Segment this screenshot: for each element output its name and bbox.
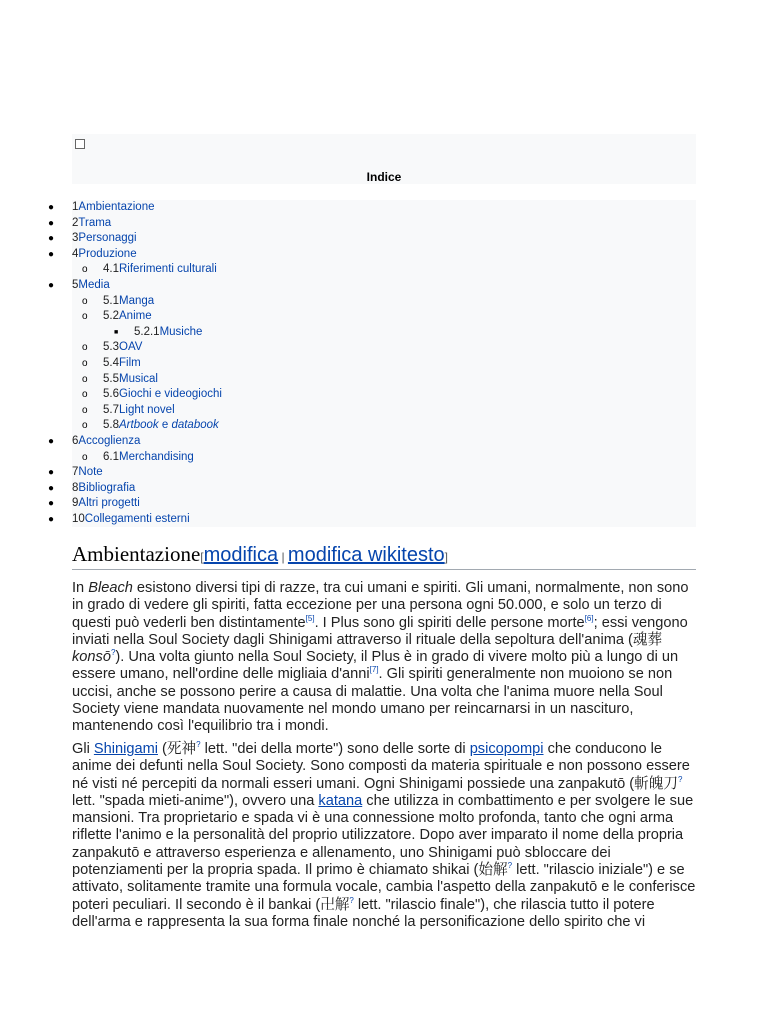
toc-item[interactable]: o 5.2Anime — [72, 309, 696, 325]
bullet-icon: ● — [48, 279, 55, 291]
reference-link[interactable]: [5] — [305, 613, 315, 623]
toc-toggle-checkbox[interactable] — [75, 139, 85, 149]
bullet-icon: ● — [48, 498, 55, 510]
circle-bullet-icon: o — [82, 373, 88, 385]
bullet-icon: ● — [48, 202, 55, 213]
paragraph-setting: In Bleach esistono diversi tipi di razze, tra cui umani e spiriti. Gli umani, normalmente, non sono in grado di vedere gli spiriti, fatta eccezione per una persona ogni 50.000, e solo un terzo di questi può vederli ben distintamente[5]. I Plus sono gli spiriti delle persone morte[6]; essi vengono inviati nella Soul Society dagli Shinigami attraverso il rituale della sepoltura dell'anima (魂葬 konsō?). Una volta giunto nella Soul Society, il Plus è in grado di vivere molto più a lungo di un essere umano, nell'ordine delle migliaia d'anni[7]. Gli spiriti generalmente non muoiono se non uccisi, anche se possono perire a causa di malattie. Una volta che l'anima muore nella Soul Society viene mandata nuovamente nel mondo umano per reincarnarsi in un nascituro, mantenendo così l'equilibrio tra i mondi. — [72, 580, 689, 735]
toc-item[interactable]: o 4.1Riferimenti culturali — [72, 262, 696, 278]
edit-bracket-close: ] — [444, 550, 448, 564]
toc-item[interactable]: ● 10Collegamenti esterni — [72, 512, 696, 528]
reference-link[interactable]: [7] — [369, 665, 379, 675]
psicopompi-link[interactable]: psicopompi — [469, 741, 544, 757]
bullet-icon: ● — [48, 217, 55, 229]
toc-item[interactable]: ● 2Trama — [72, 216, 696, 232]
bullet-icon: ● — [48, 513, 55, 525]
toc-item[interactable]: ● 9Altri progetti — [72, 496, 696, 512]
toc-item[interactable]: o 5.1Manga — [72, 294, 696, 310]
reference-link[interactable]: [6] — [584, 613, 594, 623]
pronunciation-icon[interactable]: ? — [196, 740, 201, 750]
toc-item[interactable]: ● 8Bibliografia — [72, 481, 696, 497]
pronunciation-icon[interactable]: ? — [507, 861, 513, 871]
circle-bullet-icon: o — [82, 389, 88, 401]
toc-title: Indice — [366, 170, 402, 184]
toc-item[interactable]: o 5.4Film — [72, 356, 696, 372]
toc-header — [72, 134, 696, 184]
toc-item[interactable]: o 5.7Light novel — [72, 403, 696, 419]
circle-bullet-icon: o — [82, 311, 88, 323]
edit-separator: | — [278, 550, 288, 564]
bullet-icon: ● — [48, 467, 55, 479]
toc-item[interactable]: ● 7Note — [72, 465, 696, 481]
circle-bullet-icon: o — [82, 342, 88, 354]
toc-item[interactable]: ● 3Personaggi — [72, 231, 696, 247]
bullet-icon: ● — [48, 435, 55, 447]
bullet-icon: ● — [48, 482, 55, 494]
toc-list — [48, 200, 696, 527]
toc-item[interactable]: o 6.1Merchandising — [72, 450, 696, 466]
circle-bullet-icon: o — [82, 295, 88, 307]
pronunciation-icon[interactable]: ? — [677, 774, 683, 784]
toc-item[interactable]: o 5.3OAV — [72, 340, 696, 356]
edit-wikitext-link[interactable]: modifica wikitesto — [287, 544, 445, 566]
katana-link[interactable]: katana — [318, 792, 363, 809]
toc-item[interactable]: o 5.8Artbook e databook — [72, 418, 696, 434]
circle-bullet-icon: o — [82, 264, 88, 276]
circle-bullet-icon: o — [82, 357, 88, 369]
toc-item[interactable]: ● 5Media — [72, 278, 696, 294]
circle-bullet-icon: o — [82, 420, 88, 432]
section-heading — [72, 542, 696, 570]
bullet-icon: ● — [48, 248, 55, 260]
bullet-icon: ● — [48, 233, 55, 245]
circle-bullet-icon: o — [82, 451, 88, 463]
toc-item[interactable]: ● 1Ambientazione — [72, 200, 696, 216]
toc-item[interactable]: ● 4Produzione — [72, 247, 696, 263]
pronunciation-icon[interactable]: ? — [349, 895, 354, 905]
toc-item[interactable]: ■ 5.2.1Musiche — [72, 325, 696, 341]
edit-bracket-open: [ — [200, 550, 204, 564]
pronunciation-icon[interactable]: ? — [110, 648, 116, 658]
paragraph-shinigami: Gli Shinigami (死神? lett. "dei della morte") sono delle sorte di psicopompi che conducono le anime dei defunti nella Soul Society. Sono composti da materia spirituale e non possono essere né visti né percepiti da normali esseri umani. Ogni Shinigami possiede una zanpakutō (斬魄刀? lett. "spada mieti-anime"), ovvero una katana che utilizza in combattimento e per svolgere le sue mansioni. Tra proprietario e spada vi è una connessione molto profonda, tanto che ogni arma riflette l'animo e la personalità del proprio utilizzatore. Dopo aver imparato il nome della propria zanpakutō e attraverso esperienza e allenamento, uno Shinigami può sbloccare dei potenziamenti per la propria spada. Il primo è chiamato shikai (始解? lett. "rilascio iniziale") e se attivato, solitamente tramite una formula vocale, cambia l'aspetto della zanpakutō e le conferisce poteri peculiari. Il secondo è il bankai (卍解? lett. "rilascio finale"), che rilascia tutto il potere dell'arma e rappresenta la sua forma finale nonché la personificazione dello spirito che vi — [72, 740, 696, 930]
toc-item[interactable]: ● 6Accoglienza — [72, 434, 696, 450]
square-bullet-icon: ■ — [114, 328, 119, 336]
toc-item[interactable]: o 5.6Giochi e videogiochi — [72, 387, 696, 403]
circle-bullet-icon: o — [82, 404, 88, 416]
shinigami-link[interactable]: Shinigami — [93, 741, 158, 757]
toc-item[interactable]: o 5.5Musical — [72, 372, 696, 388]
edit-link[interactable]: modifica — [203, 544, 279, 566]
section-title: Ambientazione — [72, 542, 201, 566]
